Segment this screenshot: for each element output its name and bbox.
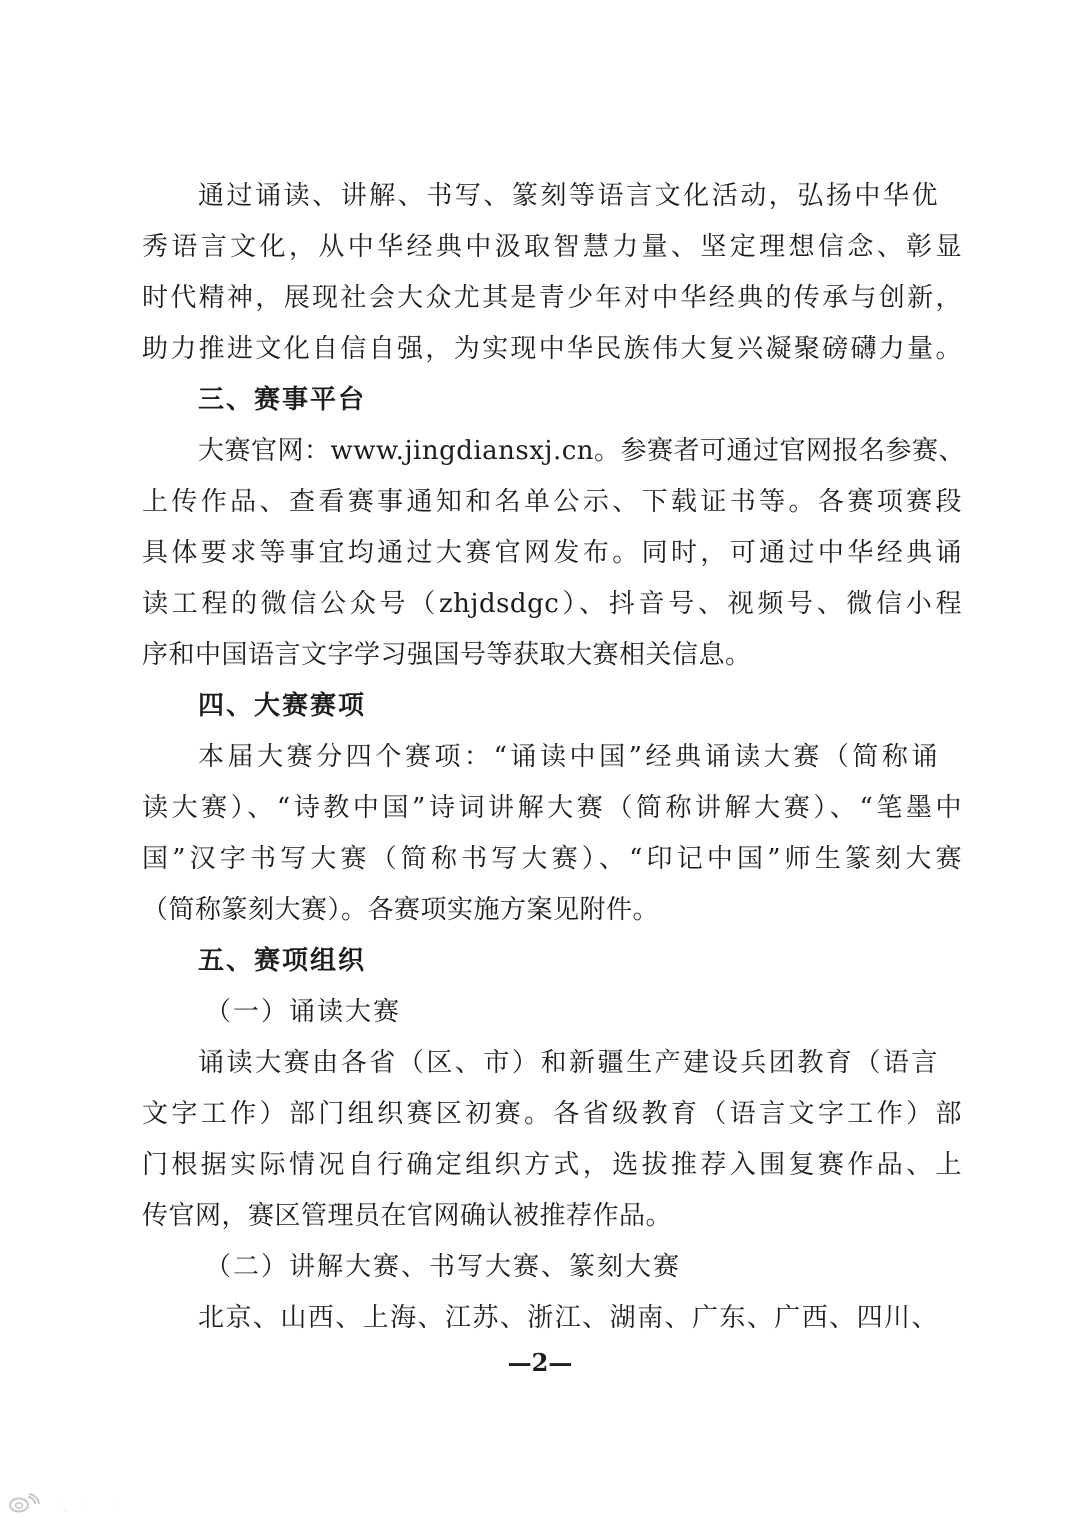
section-heading-organization: 五、赛项组织 (198, 946, 367, 976)
section-heading-events: 四、大赛赛项 (198, 691, 367, 721)
paragraph-line: 北京、山西、上海、江苏、浙江、湖南、广东、广西、四川、 (198, 1303, 938, 1333)
paragraph-line: （简称篆刻大赛）。各赛项实施方案见附件。 (142, 895, 660, 925)
subsection-heading-other-contests: （二）讲解大赛、书写大赛、篆刻大赛 (205, 1252, 682, 1282)
paragraph-line: 助力推进文化自信自强，为实现中华民族伟大复兴凝聚磅礴力量。 (142, 334, 962, 364)
watermark-text: 大数跨境 (48, 1492, 132, 1516)
paragraph-line: 秀语言文化，从中华经典中汲取智慧力量、坚定理想信念、彰显 (142, 232, 962, 262)
paragraph-line: 文字工作）部门组织赛区初赛。各省级教育（语言文字工作）部 (142, 1099, 962, 1129)
paragraph-line: 读大赛）、“诗教中国”诗词讲解大赛（简称讲解大赛）、“笔墨中 (142, 793, 962, 823)
paragraph-line: 本届大赛分四个赛项：“诵读中国”经典诵读大赛（简称诵 (198, 742, 938, 772)
paragraph-line: 时代精神，展现社会大众尤其是青少年对中华经典的传承与创新， (142, 283, 962, 313)
paragraph-line: 传官网，赛区管理员在官网确认被推荐作品。 (142, 1201, 673, 1231)
paragraph-line: 门根据实际情况自行确定组织方式，选拔推荐入围复赛作品、上 (142, 1150, 962, 1180)
paragraph-line: 大赛官网：www.jingdiansxj.cn。参赛者可通过官网报名参赛、 (198, 436, 966, 466)
paragraph-line: 序和中国语言文字学习强国号等获取大赛相关信息。 (142, 640, 752, 670)
paragraph-line: 读工程的微信公众号（zhjdsdgc）、抖音号、视频号、微信小程 (142, 589, 962, 619)
watermark (8, 1488, 132, 1517)
paragraph-line: 上传作品、查看赛事通知和名单公示、下载证书等。各赛项赛段 (142, 487, 962, 517)
paragraph-line: 诵读大赛由各省（区、市）和新疆生产建设兵团教育（语言 (198, 1048, 938, 1078)
weibo-logo-icon (8, 1493, 42, 1513)
paragraph-line: 通过诵读、讲解、书写、篆刻等语言文化活动，弘扬中华优 (198, 181, 938, 211)
paragraph-line: 具体要求等事宜均通过大赛官网发布。同时，可通过中华经典诵 (142, 538, 962, 568)
page-number: —2— (507, 1348, 573, 1377)
paragraph-line: 国”汉字书写大赛（简称书写大赛）、“印记中国”师生篆刻大赛 (142, 844, 962, 874)
section-heading-platform: 三、赛事平台 (198, 385, 367, 415)
subsection-heading-recitation: （一）诵读大赛 (205, 997, 402, 1027)
